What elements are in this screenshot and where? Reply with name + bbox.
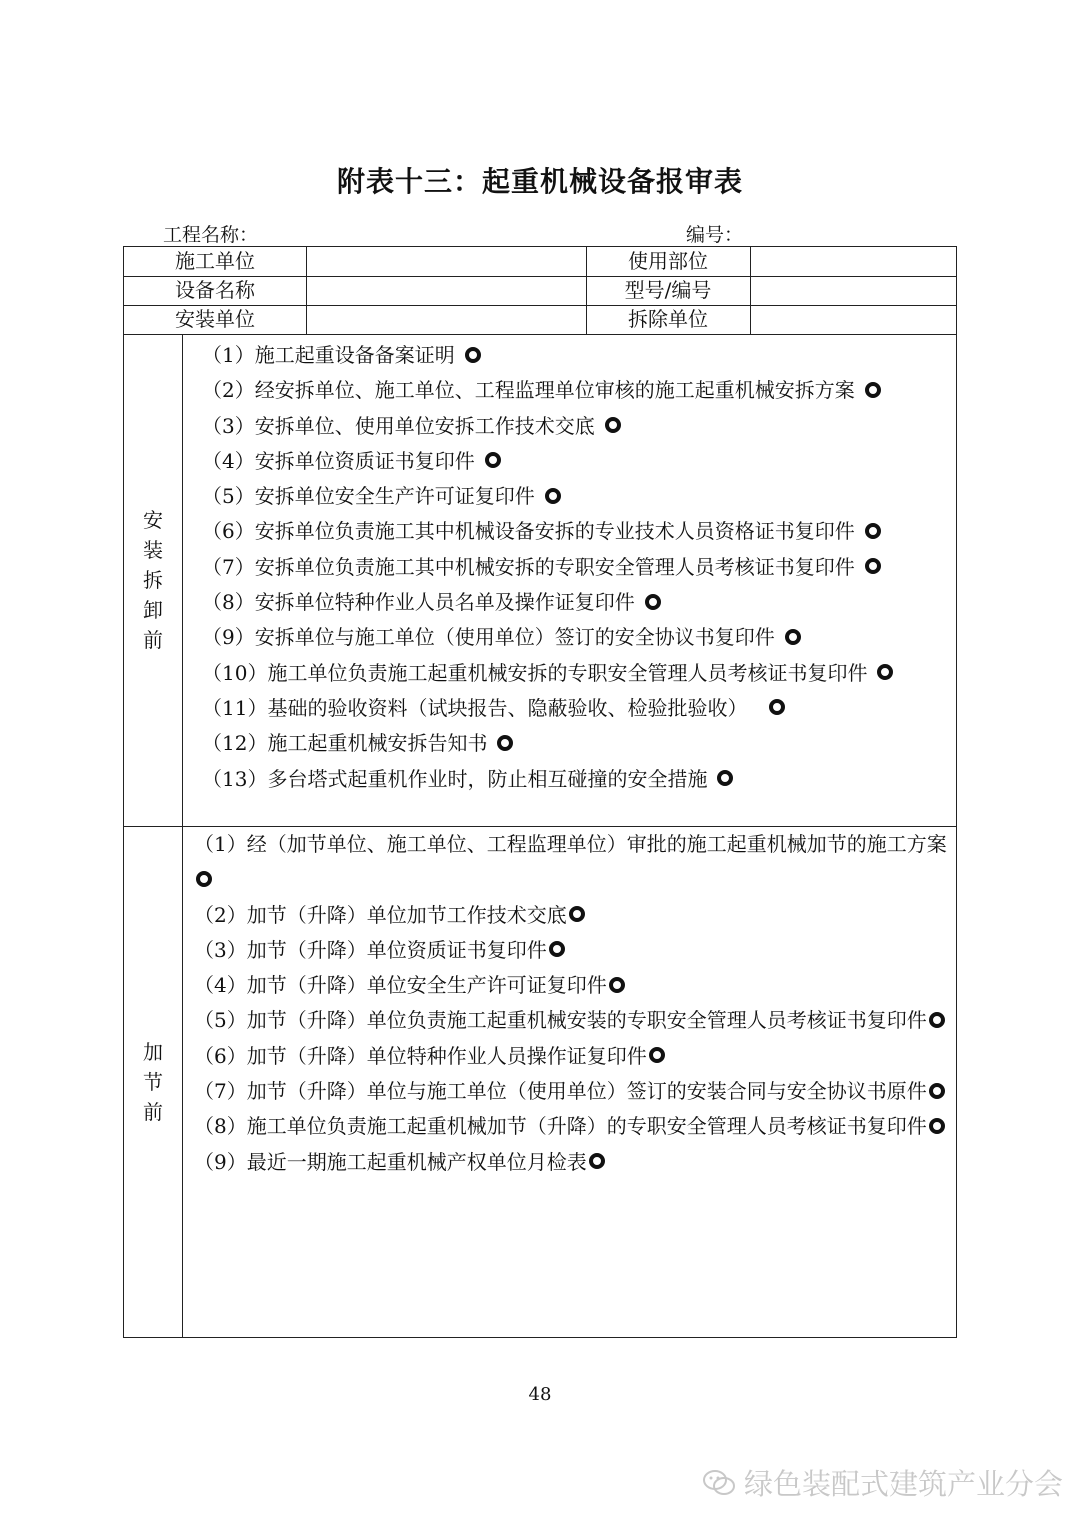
project-name-label: 工程名称： (163, 224, 259, 246)
circle-dot-icon (645, 594, 661, 610)
list-item: （1）经（加节单位、施工单位、工程监理单位）审批的施工起重机械加节的施工方案 (194, 827, 948, 898)
page-title: 附表十三：起重机械设备报审表 (336, 165, 743, 198)
circle-dot-icon (485, 452, 501, 468)
info-label: 施工单位 (124, 247, 307, 276)
review-table (123, 246, 957, 1338)
info-row (124, 247, 956, 277)
info-value (750, 305, 956, 334)
list-item: （6）安拆单位负责施工其中机械设备安拆的专业技术人员资格证书复印件 (194, 516, 948, 551)
section-label: 安装拆卸前 (143, 508, 163, 652)
info-row (124, 276, 956, 306)
info-value (750, 276, 956, 305)
list-item: （3）安拆单位、使用单位安拆工作技术交底 (194, 411, 948, 446)
list-item: （8）安拆单位特种作业人员名单及操作证复印件 (194, 587, 948, 622)
list-item: （4）加节（升降）单位安全生产许可证复印件 (194, 968, 948, 1003)
list-item: （9）安拆单位与施工单位（使用单位）签订的安全协议书复印件 (194, 622, 948, 657)
circle-dot-icon (865, 558, 881, 574)
list-item: （6）加节（升降）单位特种作业人员操作证复印件 (194, 1039, 948, 1074)
wechat-icon (702, 1468, 736, 1498)
watermark-text: 绿色装配式建筑产业分会 (744, 1467, 1064, 1501)
circle-dot-icon (609, 977, 625, 993)
section-label: 加节前 (143, 1040, 163, 1124)
circle-dot-icon (865, 523, 881, 539)
list-item: （8）施工单位负责施工起重机械加节（升降）的专职安全管理人员考核证书复印件 (194, 1109, 948, 1144)
list-item: （2）经安拆单位、施工单位、工程监理单位审核的施工起重机械安拆方案 (194, 375, 948, 410)
list-item: （7）加节（升降）单位与施工单位（使用单位）签订的安装合同与安全协议书原件 (194, 1074, 948, 1109)
list-item: （2）加节（升降）单位加节工作技术交底 (194, 898, 948, 933)
circle-dot-icon (649, 1047, 665, 1063)
list-item: （13）多台塔式起重机作业时，防止相互碰撞的安全措施 (194, 764, 948, 799)
list-item: （3）加节（升降）单位资质证书复印件 (194, 933, 948, 968)
circle-dot-icon (877, 664, 893, 680)
watermark (702, 1462, 1063, 1503)
section-before-jacking (124, 827, 956, 1337)
circle-dot-icon (929, 1083, 945, 1099)
list-item: （5）安拆单位安全生产许可证复印件 (194, 481, 948, 516)
info-label: 设备名称 (124, 276, 307, 305)
circle-dot-icon (549, 941, 565, 957)
info-label: 型号/编号 (586, 276, 751, 305)
info-label: 使用部位 (586, 247, 751, 276)
number-label: 编号： (686, 224, 744, 246)
circle-dot-icon (465, 347, 481, 363)
info-label: 拆除单位 (586, 305, 751, 334)
list-item: （12）施工起重机械安拆告知书 (194, 728, 948, 763)
page-number: 48 (528, 1384, 552, 1405)
info-value (306, 247, 587, 276)
info-value (750, 247, 956, 276)
circle-dot-icon (497, 735, 513, 751)
section-before-install (124, 334, 956, 827)
circle-dot-icon (929, 1118, 945, 1134)
circle-dot-icon (865, 382, 881, 398)
list-item: （9）最近一期施工起重机械产权单位月检表 (194, 1145, 948, 1180)
circle-dot-icon (196, 871, 212, 887)
circle-dot-icon (929, 1012, 945, 1028)
circle-dot-icon (569, 906, 585, 922)
list-item: （1）施工起重设备备案证明 (194, 340, 948, 375)
list-item: （4）安拆单位资质证书复印件 (194, 446, 948, 481)
list-item: （11）基础的验收资料（试块报告、隐蔽验收、检验批验收） (194, 693, 948, 728)
list-item: （7）安拆单位负责施工其中机械安拆的专职安全管理人员考核证书复印件 (194, 552, 948, 587)
item-list (194, 340, 948, 799)
circle-dot-icon (769, 699, 785, 715)
circle-dot-icon (545, 488, 561, 504)
circle-dot-icon (605, 417, 621, 433)
info-value (306, 305, 587, 334)
circle-dot-icon (717, 770, 733, 786)
circle-dot-icon (589, 1153, 605, 1169)
info-value (306, 276, 587, 305)
info-label: 安装单位 (124, 305, 307, 334)
info-row (124, 305, 956, 335)
item-list (194, 827, 948, 1180)
circle-dot-icon (785, 629, 801, 645)
list-item: （5）加节（升降）单位负责施工起重机械安装的专职安全管理人员考核证书复印件 (194, 1003, 948, 1038)
list-item: （10）施工单位负责施工起重机械安拆的专职安全管理人员考核证书复印件 (194, 658, 948, 693)
